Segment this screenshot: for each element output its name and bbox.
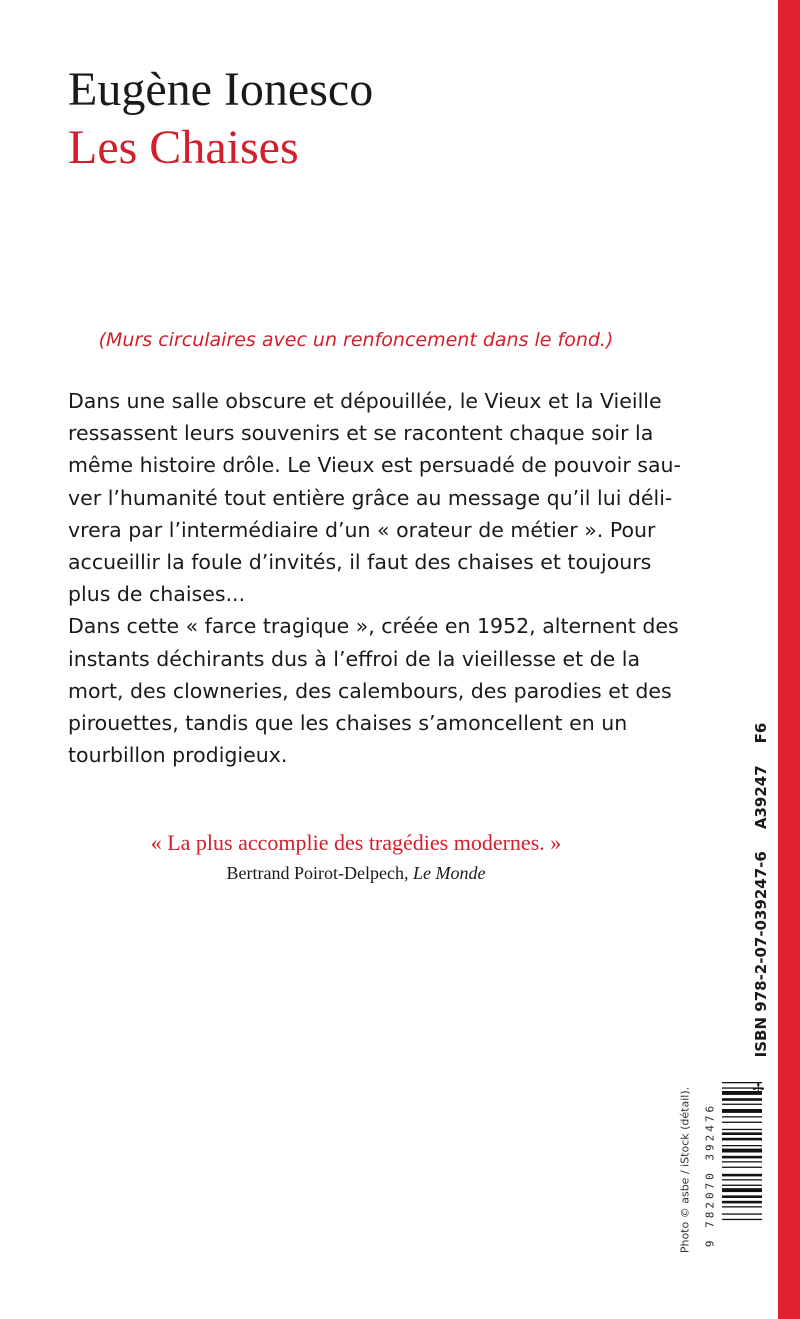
barcode-bar [722, 1213, 762, 1214]
barcode-bar [722, 1174, 762, 1177]
stage-direction: (Murs circulaires avec un renfoncement dans le fond.) [98, 329, 614, 351]
catalog-code: A39247 [752, 765, 770, 830]
barcode-bar [722, 1104, 762, 1105]
barcode-bar [722, 1122, 762, 1123]
synopsis-line: instants déchirants dus à l’effroi de la vieillesse et de la [68, 646, 641, 671]
barcode-bar [722, 1149, 762, 1153]
barcode-bar [722, 1179, 762, 1180]
barcode [722, 1080, 762, 1270]
barcode-bar [722, 1116, 762, 1117]
price-code: F6 [752, 722, 770, 744]
quote-attribution [0, 860, 712, 886]
isbn: ISBN 978-2-07-039247-6 [752, 851, 770, 1058]
book-title: Les Chaises [68, 121, 299, 174]
synopsis-line: accueillir la foule d’invités, il faut des chaises et toujours [68, 550, 652, 575]
barcode-bar [722, 1138, 762, 1141]
synopsis-line: pirouettes, tandis que les chaises s’amoncellent en un [68, 711, 628, 736]
spine-info [748, 700, 774, 1080]
barcode-bar [722, 1195, 762, 1198]
barcode-bar [722, 1188, 762, 1192]
quote-source: Le Monde [412, 863, 486, 883]
barcode-bar [722, 1109, 762, 1113]
author-name: Eugène Ionesco [68, 63, 374, 116]
synopsis-line: ressassent leurs souvenirs et se racontent chaque soir la [68, 421, 654, 446]
quote-author: Bertrand Poirot-Delpech, [226, 863, 409, 883]
barcode-bar [722, 1156, 762, 1159]
synopsis-line: Dans une salle obscure et dépouillée, le Vieux et la Vieille [68, 389, 662, 413]
synopsis-line: mort, des clowneries, des calembours, des parodies et des [68, 678, 672, 703]
barcode-bar [722, 1185, 762, 1186]
synopsis-line: ver l’humanité tout entière grâce au message qu’il lui déli- [68, 485, 673, 510]
barcode-number-text: 9 782070 392476 [703, 1102, 717, 1248]
barcode-bar [722, 1206, 762, 1207]
barcode-number [700, 1080, 720, 1270]
barcode-bar [722, 1219, 762, 1220]
barcode-bar [722, 1145, 762, 1146]
barcode-bar [722, 1098, 762, 1101]
synopsis-line: plus de chaises... [68, 582, 246, 607]
barcode-bar [722, 1132, 762, 1135]
synopsis-line: Dans cette « farce tragique », créée en 1952, alternent des [68, 614, 679, 639]
barcode-bar [722, 1161, 762, 1162]
spine-red-bar [778, 0, 800, 1319]
press-quote: « La plus accomplie des tragédies modernes. » [150, 830, 562, 855]
synopsis-line: vrera par l’intermédiaire d’un « orateur de métier ». Pour [68, 517, 656, 542]
synopsis [68, 385, 708, 771]
photo-credit [676, 1080, 694, 1260]
barcode-bar [722, 1167, 762, 1168]
publisher-logo-icon: ✢ [752, 1080, 765, 1098]
synopsis-line: tourbillon prodigieux. [68, 743, 288, 768]
barcode-bar [722, 1201, 762, 1204]
barcode-bar [722, 1129, 762, 1130]
synopsis-line: même histoire drôle. Le Vieux est persuadé de pouvoir sau- [68, 453, 681, 478]
photo-credit-text: Photo © asbe / iStock (détail). [678, 1086, 692, 1254]
